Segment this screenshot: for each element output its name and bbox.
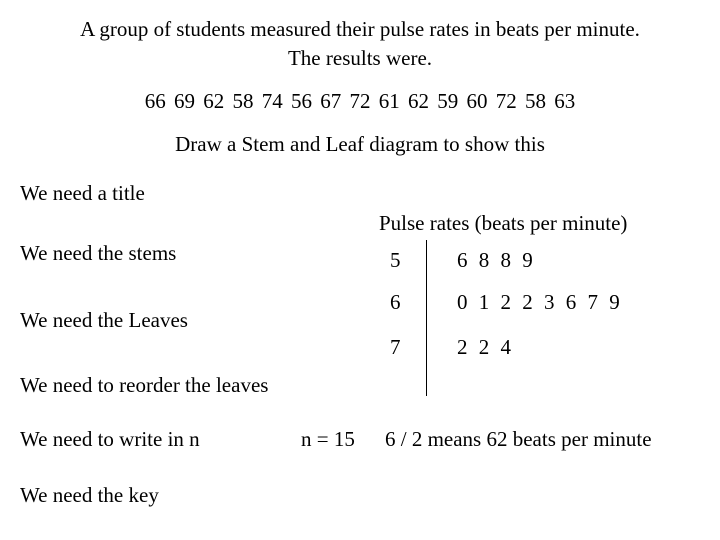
step-key: We need the key: [20, 483, 159, 507]
instruction-text: Draw a Stem and Leaf diagram to show this: [175, 132, 545, 156]
leaves-row-7: 2 2 4: [457, 335, 512, 359]
diagram-title: Pulse rates (beats per minute): [379, 211, 628, 235]
problem-line-2: The results were.: [287, 46, 433, 70]
stem-leaf-divider-line: [426, 240, 427, 396]
stem-7: 7: [390, 335, 401, 359]
step-leaves: We need the Leaves: [20, 308, 188, 332]
step-stems: We need the stems: [20, 241, 177, 265]
leaves-row-6: 0 1 2 2 3 6 7 9: [457, 290, 621, 314]
stem-5: 5: [390, 248, 401, 272]
step-title: We need a title: [20, 181, 145, 205]
step-write-n: We need to write in n: [20, 427, 200, 451]
step-reorder: We need to reorder the leaves: [20, 373, 269, 397]
problem-line-1: A group of students measured their pulse rates in beats per minute.: [80, 17, 640, 41]
n-count-label: n = 15: [301, 427, 355, 451]
stem-6: 6: [390, 290, 401, 314]
leaves-row-5: 6 8 8 9: [457, 248, 534, 272]
key-label: 6 / 2 means 62 beats per minute: [385, 427, 652, 451]
pulse-data-list: 66 69 62 58 74 56 67 72 61 62 59 60 72 58 63: [144, 89, 576, 113]
